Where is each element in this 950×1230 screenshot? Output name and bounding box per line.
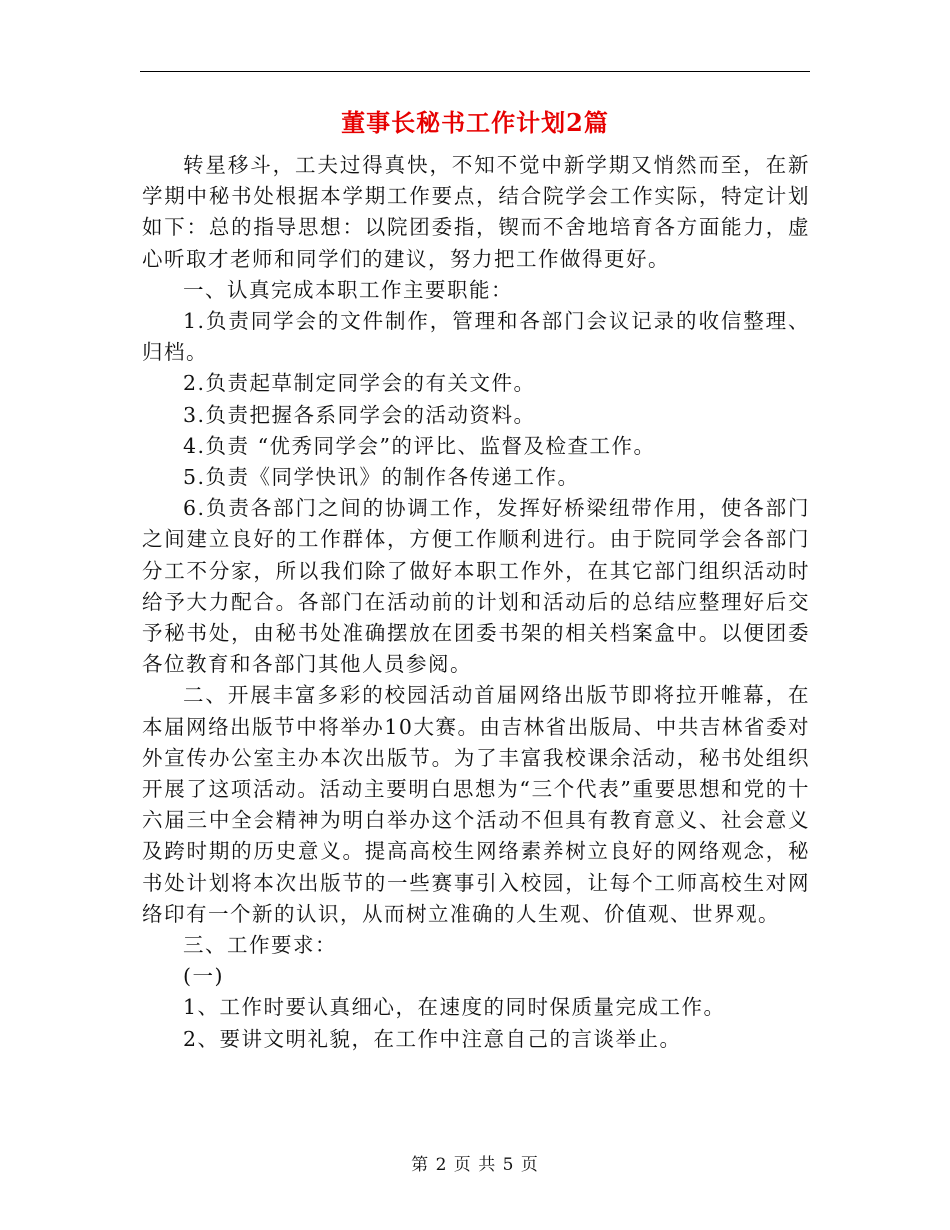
paragraph-intro: 转星移斗，工夫过得真快，不知不觉中新学期又悄然而至，在新学期中秘书处根据本学期工作要点，结合院学会工作实际，特定计划如下：总的指导思想：以院团委指，锲而不舍地培育各方面能力，虚心听取才老师和同学们的建议，努力把工作做得更好。 [142, 153, 810, 271]
header-rule [140, 71, 810, 72]
section-heading-2-paragraph: 二、开展丰富多彩的校园活动首届网络出版节即将拉开帷幕，在本届网络出版节中将举办10大赛。由吉林省出版局、中共吉林省委对外宣传办公室主办本次出版节。为了丰富我校课余活动，秘书处组织开展了这项活动。活动主要明白思想为“三个代表”重要思想和党的十六届三中全会精神为明白举办这个活动不但具有教育意义、社会意义及跨时期的历史意义。提高高校生网络素养树立良好的网络观念，秘书处计划将本次出版节的一些赛事引入校园，让每个工师高校生对网络印有一个新的认识，从而树立准确的人生观、价值观、世界观。 [142, 683, 810, 926]
list-item: 6.负责各部门之间的协调工作，发挥好桥梁纽带作用，使各部门之间建立良好的工作群体，方便工作顺利进行。由于院同学会各部门分工不分家，所以我们除了做好本职工作外，在其它部门组织活动时给予大力配合。各部门在活动前的计划和活动后的总结应整理好后交予秘书处，由秘书处准确摆放在团委书架的相关档案盒中。以便团委各位教育和各部门其他人员参阅。 [142, 496, 810, 677]
document-body [142, 150, 810, 1055]
requirement-item: 2、要讲文明礼貌，在工作中注意自己的言谈举止。 [183, 1026, 682, 1051]
list-item: 1.负责同学会的文件制作，管理和各部门会议记录的收信整理、归档。 [142, 309, 810, 365]
list-item: 5.负责《同学快讯》的制作各传递工作。 [183, 465, 580, 490]
section-heading-1: 一、认真完成本职工作主要职能： [183, 277, 513, 302]
requirement-item: 1、工作时要认真细心，在速度的同时保质量完成工作。 [183, 995, 726, 1020]
list-item: 2.负责起草制定同学会的有关文件。 [183, 371, 536, 396]
section-heading-3: 三、工作要求： [183, 933, 337, 958]
list-item: 3.负责把握各系同学会的活动资料。 [183, 402, 536, 427]
page-number-footer: 第 2 页 共 5 页 [411, 1155, 539, 1175]
document-title: 董事长秘书工作计划2篇 [341, 108, 609, 137]
subsection-marker: (一) [183, 964, 224, 989]
list-item: 4.负责 “优秀同学会”的评比、监督及检查工作。 [183, 433, 656, 458]
